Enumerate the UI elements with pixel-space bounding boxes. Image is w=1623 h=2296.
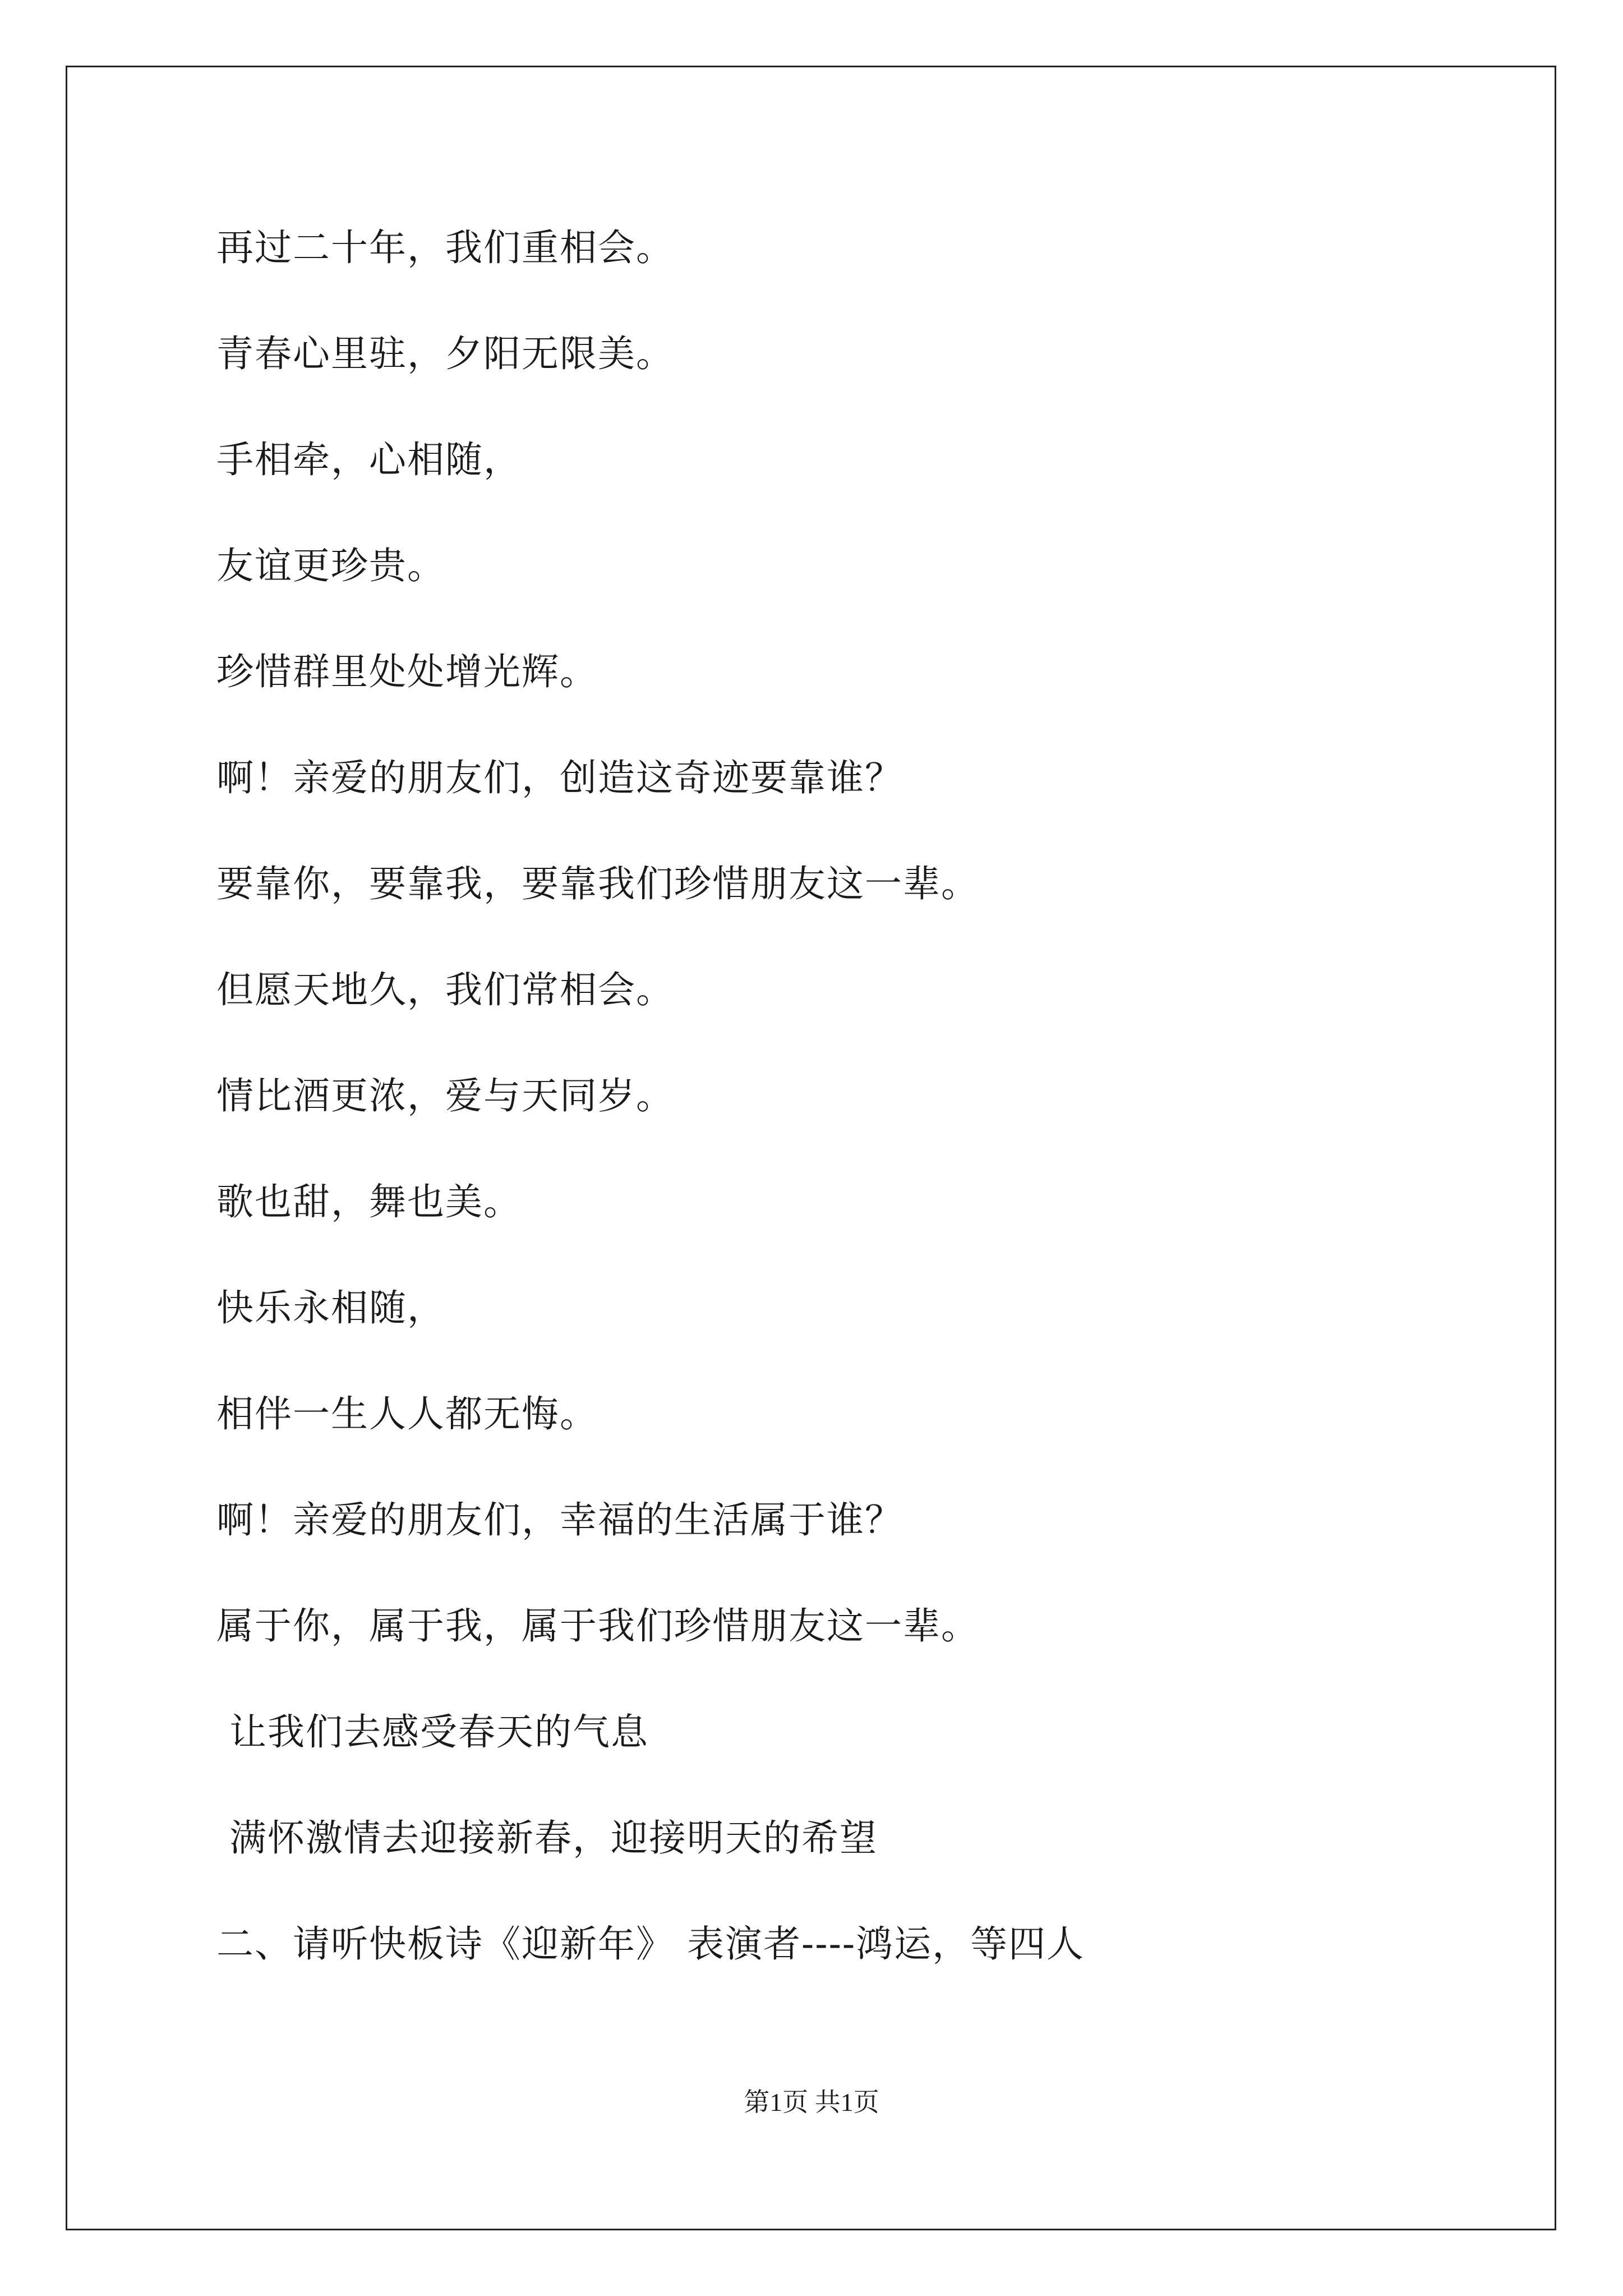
text-line: 青春心里驻，夕阳无限美。: [216, 332, 674, 375]
text-line: 属于你，属于我，属于我们珍惜朋友这一辈。: [216, 1604, 979, 1648]
text-line: 要靠你，要靠我，要靠我们珍惜朋友这一辈。: [216, 862, 979, 905]
text-line: 歌也甜，舞也美。: [216, 1180, 522, 1223]
text-line: 满怀激情去迎接新春，迎接明天的希望: [216, 1816, 878, 1860]
text-line: 啊！亲爱的朋友们，创造这奇迹要靠谁？: [216, 756, 903, 799]
text-line: 相伴一生人人都无悔。: [216, 1392, 598, 1435]
text-line: 友谊更珍贵。: [216, 544, 445, 587]
text-line: 啊！亲爱的朋友们，幸福的生活属于谁？: [216, 1498, 903, 1542]
page-number: 第1页 共1页: [744, 2088, 879, 2116]
text-line: 快乐永相随，: [216, 1286, 445, 1329]
section-heading: 二、请听快板诗《迎新年》 表演者----鸿运，等四人: [216, 1922, 1085, 1966]
text-line: 情比酒更浓，爱与天同岁。: [216, 1074, 674, 1117]
text-line: 让我们去感受春天的气息: [216, 1710, 649, 1754]
text-line: 再过二十年，我们重相会。: [216, 226, 674, 269]
text-line: 手相牵，心相随，: [216, 438, 522, 481]
text-line: 珍惜群里处处增光辉。: [216, 650, 598, 693]
text-line: 但愿天地久，我们常相会。: [216, 968, 674, 1011]
